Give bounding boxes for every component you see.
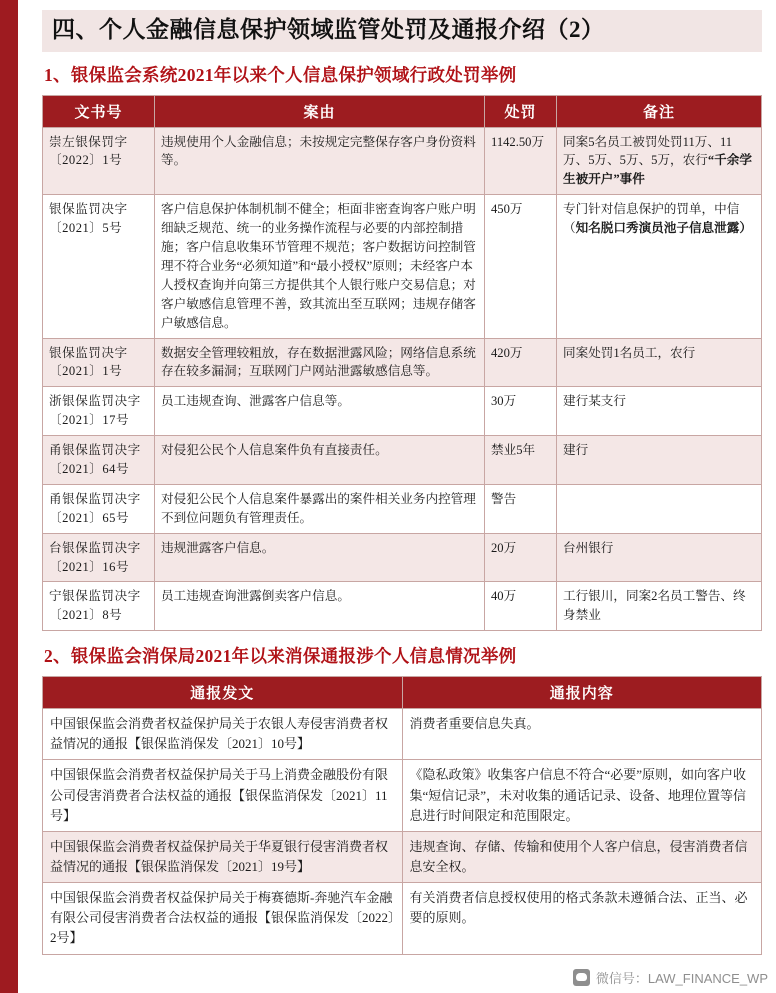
table-row <box>43 883 762 954</box>
table-row <box>43 484 762 533</box>
cell-penalty: 警告 <box>485 484 557 533</box>
cell-note: 工行银川，同案2名员工警告、终身禁业 <box>557 582 762 631</box>
cell-case: 对侵犯公民个人信息案件负有直接责任。 <box>155 436 485 485</box>
section-2-heading: 2、银保监会消保局2021年以来消保通报涉个人信息情况举例 <box>44 646 517 667</box>
column-header-doc-no: 文书号 <box>43 95 155 127</box>
cell-doc-no: 宁银保监罚决字〔2021〕8号 <box>43 582 155 631</box>
column-header-case: 案由 <box>155 95 485 127</box>
cell-case: 员工违规查询泄露倒卖客户信息。 <box>155 582 485 631</box>
cell-penalty: 禁业5年 <box>485 436 557 485</box>
cell-penalty: 420万 <box>485 338 557 387</box>
watermark-text: 微信号：LAW_FINANCE_WP <box>595 971 768 986</box>
table-row <box>43 533 762 582</box>
cell-penalty: 1142.50万 <box>485 127 557 195</box>
cell-doc-no: 台银保监罚决字〔2021〕16号 <box>43 533 155 582</box>
cell-notice-content: 违规查询、存储、传输和使用个人客户信息，侵害消费者信息安全权。 <box>402 831 762 882</box>
cell-note <box>557 195 762 338</box>
table-row <box>43 582 762 631</box>
table-row <box>43 338 762 387</box>
column-header-note: 备注 <box>557 95 762 127</box>
slide-page <box>28 0 776 993</box>
column-header-notice-content: 通报内容 <box>402 677 762 709</box>
cell-note: 同案处罚1名员工，农行 <box>557 338 762 387</box>
cell-notice-content: 《隐私政策》收集客户信息不符合“必要”原则，如向客户收集“短信记录”，未对收集的通话记录、设备、地理位置等信息进行时间限定和范围限定。 <box>402 760 762 831</box>
consumer-protection-notice-table <box>42 676 762 954</box>
table-row <box>43 127 762 195</box>
section-1-heading: 1、银保监会系统2021年以来个人信息保护领域行政处罚举例 <box>44 64 517 85</box>
cell-penalty: 20万 <box>485 533 557 582</box>
cell-notice-doc: 中国银保监会消费者权益保护局关于梅赛德斯-奔驰汽车金融有限公司侵害消费者合法权益的通报【银保监消保发〔2022〕2号】 <box>43 883 403 954</box>
cell-case: 客户信息保护体制机制不健全；柜面非密查询客户账户明细缺乏规范、统一的业务操作流程与必要的内部控制措施；客户信息收集环节管理不规范；客户数据访问控制管理不符合业务“必须知道”和“最小授权”原则；未经客户本人授权查询并向第三方提供其个人银行账户交易信息；对客户敏感信息管理不善，致其流出至互联网；违规存储客户敏感信息。 <box>155 195 485 338</box>
cell-note-plain: 同案5名员工被罚处罚11万、11万、5万、5万、5万，农行 <box>563 134 733 168</box>
table-row <box>43 709 762 760</box>
cell-doc-no: 崇左银保罚字〔2022〕1号 <box>43 127 155 195</box>
cell-note-plain: 专门针对信息保护的罚单，中信（ <box>563 202 740 236</box>
watermark <box>573 968 768 987</box>
left-accent-bar-inner <box>18 0 28 993</box>
cell-case: 对侵犯公民个人信息案件暴露出的案件相关业务内控管理不到位问题负有管理责任。 <box>155 484 485 533</box>
cell-case: 员工违规查询、泄露客户信息等。 <box>155 387 485 436</box>
table-row <box>43 195 762 338</box>
cell-case: 违规泄露客户信息。 <box>155 533 485 582</box>
column-header-notice-doc: 通报发文 <box>43 677 403 709</box>
cell-case: 违规使用个人金融信息；未按规定完整保存客户身份资料等。 <box>155 127 485 195</box>
page-title: 四、个人金融信息保护领域监管处罚及通报介绍（2） <box>52 17 605 42</box>
cell-note: 建行 <box>557 436 762 485</box>
cell-note: 建行某支行 <box>557 387 762 436</box>
administrative-penalty-table <box>42 95 762 632</box>
table-row <box>43 387 762 436</box>
cell-note <box>557 484 762 533</box>
cell-doc-no: 浙银保监罚决字〔2021〕17号 <box>43 387 155 436</box>
cell-notice-content: 消费者重要信息失真。 <box>402 709 762 760</box>
cell-notice-content: 有关消费者信息授权使用的格式条款未遵循合法、正当、必要的原则。 <box>402 883 762 954</box>
cell-notice-doc: 中国银保监会消费者权益保护局关于马上消费金融股份有限公司侵害消费者合法权益的通报【银保监消保发〔2021〕11号】 <box>43 760 403 831</box>
cell-notice-doc: 中国银保监会消费者权益保护局关于农银人寿侵害消费者权益情况的通报【银保监消保发〔2021〕10号】 <box>43 709 403 760</box>
cell-notice-doc: 中国银保监会消费者权益保护局关于华夏银行侵害消费者权益情况的通报【银保监消保发〔2021〕19号】 <box>43 831 403 882</box>
cell-note-bold: 知名脱口秀演员池子信息泄露） <box>575 221 752 236</box>
cell-doc-no: 甬银保监罚决字〔2021〕65号 <box>43 484 155 533</box>
cell-note <box>557 127 762 195</box>
table-row <box>43 436 762 485</box>
cell-penalty: 40万 <box>485 582 557 631</box>
cell-penalty: 30万 <box>485 387 557 436</box>
table-row <box>43 760 762 831</box>
cell-doc-no: 银保监罚决字〔2021〕5号 <box>43 195 155 338</box>
cell-note-bold: “千余学生被开户”事件 <box>563 153 752 187</box>
table-header-row <box>43 95 762 127</box>
cell-note: 台州银行 <box>557 533 762 582</box>
table-header-row <box>43 677 762 709</box>
wechat-icon <box>573 969 590 986</box>
cell-doc-no: 甬银保监罚决字〔2021〕64号 <box>43 436 155 485</box>
page-title-bar <box>42 10 762 52</box>
cell-doc-no: 银保监罚决字〔2021〕1号 <box>43 338 155 387</box>
cell-penalty: 450万 <box>485 195 557 338</box>
column-header-penalty: 处罚 <box>485 95 557 127</box>
cell-case: 数据安全管理较粗放，存在数据泄露风险；网络信息系统存在较多漏洞；互联网门户网站泄露敏感信息等。 <box>155 338 485 387</box>
table-row <box>43 831 762 882</box>
